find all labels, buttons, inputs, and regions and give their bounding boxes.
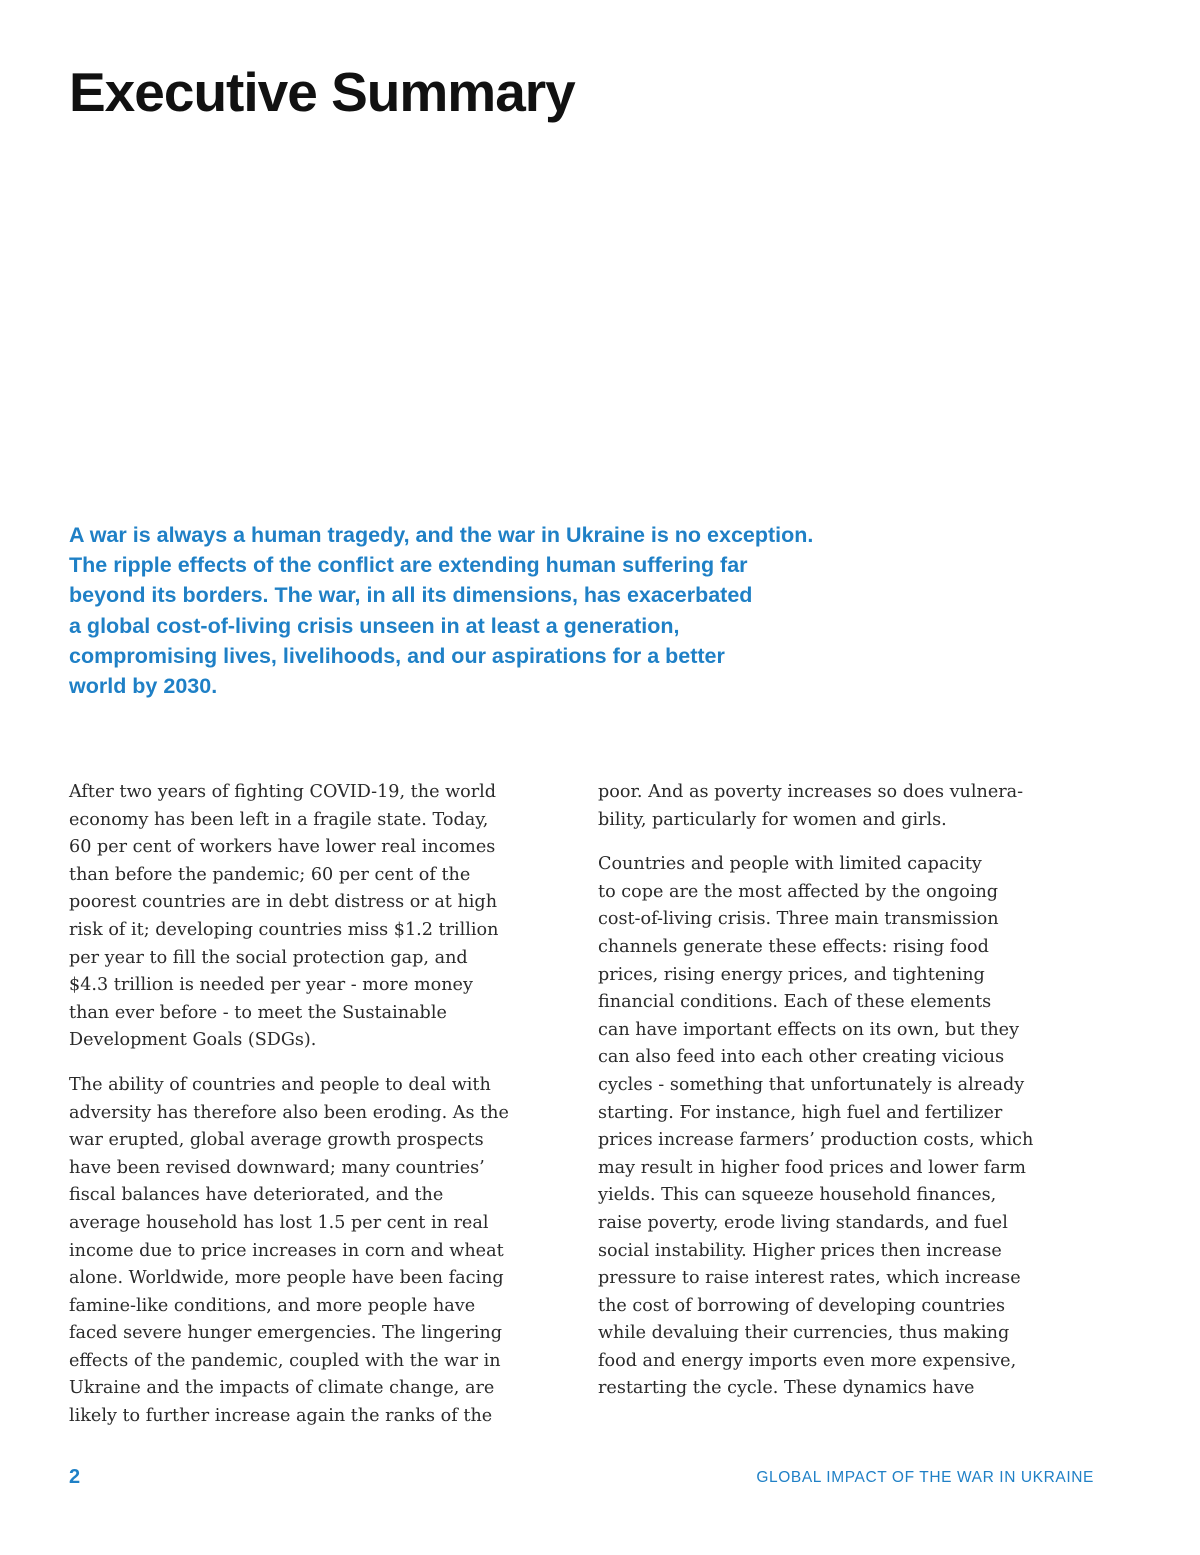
text-line: channels generate these effects: rising food — [598, 936, 989, 957]
text-line: may result in higher food prices and lower farm — [598, 1157, 1026, 1178]
text-line: 60 per cent of workers have lower real incomes — [69, 837, 496, 858]
text-line: Ukraine and the impacts of climate change, are — [69, 1378, 495, 1399]
text-line: Countries and people with limited capacity — [598, 854, 982, 875]
text-line: poor. And as poverty increases so does vulnera- — [598, 782, 1024, 802]
running-footer-title: GLOBAL IMPACT OF THE WAR IN UKRAINE — [756, 1469, 1094, 1486]
body-paragraph — [598, 851, 1098, 1403]
lead-line: A war is always a human tragedy, and the war in Ukraine is no exception. — [69, 523, 814, 547]
text-line: prices, rising energy prices, and tightening — [598, 964, 985, 985]
text-line: social instability. Higher prices then increase — [598, 1240, 1002, 1261]
text-line: the cost of borrowing of developing countries — [598, 1295, 1006, 1316]
body-paragraph — [69, 1072, 569, 1431]
text-line: cycles - something that unfortunately is already — [598, 1074, 1025, 1095]
body-paragraph — [69, 779, 569, 1055]
text-line: financial conditions. Each of these elements — [598, 992, 992, 1013]
text-line: to cope are the most affected by the ongoing — [598, 881, 999, 902]
text-line: pressure to raise interest rates, which increase — [598, 1268, 1021, 1289]
text-line: famine-like conditions, and more people have — [69, 1295, 476, 1316]
lead-line: a global cost-of-living crisis unseen in at least a generation, — [69, 613, 680, 638]
text-line: adversity has therefore also been eroding. As the — [69, 1102, 509, 1123]
text-line: can also feed into each other creating vicious — [598, 1047, 1005, 1068]
text-line: food and energy imports even more expensive, — [598, 1350, 1017, 1371]
text-line: bility, particularly for women and girls. — [598, 809, 947, 830]
text-line: cost-of-living crisis. Three main transmission — [598, 909, 999, 930]
text-line: restarting the cycle. These dynamics have — [598, 1378, 975, 1399]
right-text-column — [598, 779, 1098, 1420]
lead-line: world by 2030. — [69, 674, 218, 699]
text-line: likely to further increase again the ranks of the — [69, 1406, 493, 1427]
text-line: poorest countries are in debt distress or at high — [69, 892, 498, 913]
text-line: yields. This can squeeze household finances, — [598, 1185, 997, 1206]
text-line: per year to fill the social protection gap, and — [69, 947, 468, 968]
text-line: raise poverty, erode living standards, and fuel — [598, 1212, 1008, 1233]
text-line: prices increase farmers’ production costs, which — [598, 1130, 1034, 1151]
text-line: have been revised downward; many countries’ — [69, 1157, 485, 1178]
lead-line: The ripple effects of the conflict are extending human suffering far — [69, 553, 748, 578]
page-number: 2 — [69, 1466, 81, 1488]
text-line: $4.3 trillion is needed per year - more money — [69, 975, 473, 996]
text-line: average household has lost 1.5 per cent in real — [69, 1212, 489, 1233]
lead-line: beyond its borders. The war, in all its dimensions, has exacerbated — [69, 583, 753, 608]
text-line: fiscal balances have deteriorated, and the — [69, 1185, 444, 1206]
text-line: risk of it; developing countries miss $1.2 trillion — [69, 919, 499, 940]
body-paragraph — [598, 779, 1098, 834]
text-line: After two years of fighting COVID-19, the world — [69, 782, 497, 802]
page-title: Executive Summary — [69, 61, 575, 123]
text-line: war erupted, global average growth prospects — [69, 1130, 484, 1151]
text-line: income due to price increases in corn and wheat — [69, 1240, 504, 1261]
text-line: Development Goals (SDGs). — [69, 1030, 317, 1051]
text-line: while devaluing their currencies, thus making — [598, 1323, 1010, 1344]
text-line: can have important effects on its own, but they — [598, 1019, 1020, 1040]
text-line: starting. For instance, high fuel and fertilizer — [598, 1102, 1003, 1123]
text-line: faced severe hunger emergencies. The lingering — [69, 1323, 502, 1344]
text-line: than before the pandemic; 60 per cent of the — [69, 864, 471, 885]
text-line: alone. Worldwide, more people have been facing — [69, 1268, 504, 1289]
lead-line: compromising lives, livelihoods, and our aspirations for a better — [69, 643, 725, 668]
left-text-column — [69, 779, 569, 1448]
lead-paragraph — [69, 520, 849, 701]
text-line: effects of the pandemic, coupled with the war in — [69, 1350, 501, 1371]
text-line: The ability of countries and people to deal with — [69, 1074, 491, 1095]
text-line: economy has been left in a fragile state. Today, — [69, 809, 489, 830]
text-line: than ever before - to meet the Sustainable — [69, 1002, 447, 1023]
